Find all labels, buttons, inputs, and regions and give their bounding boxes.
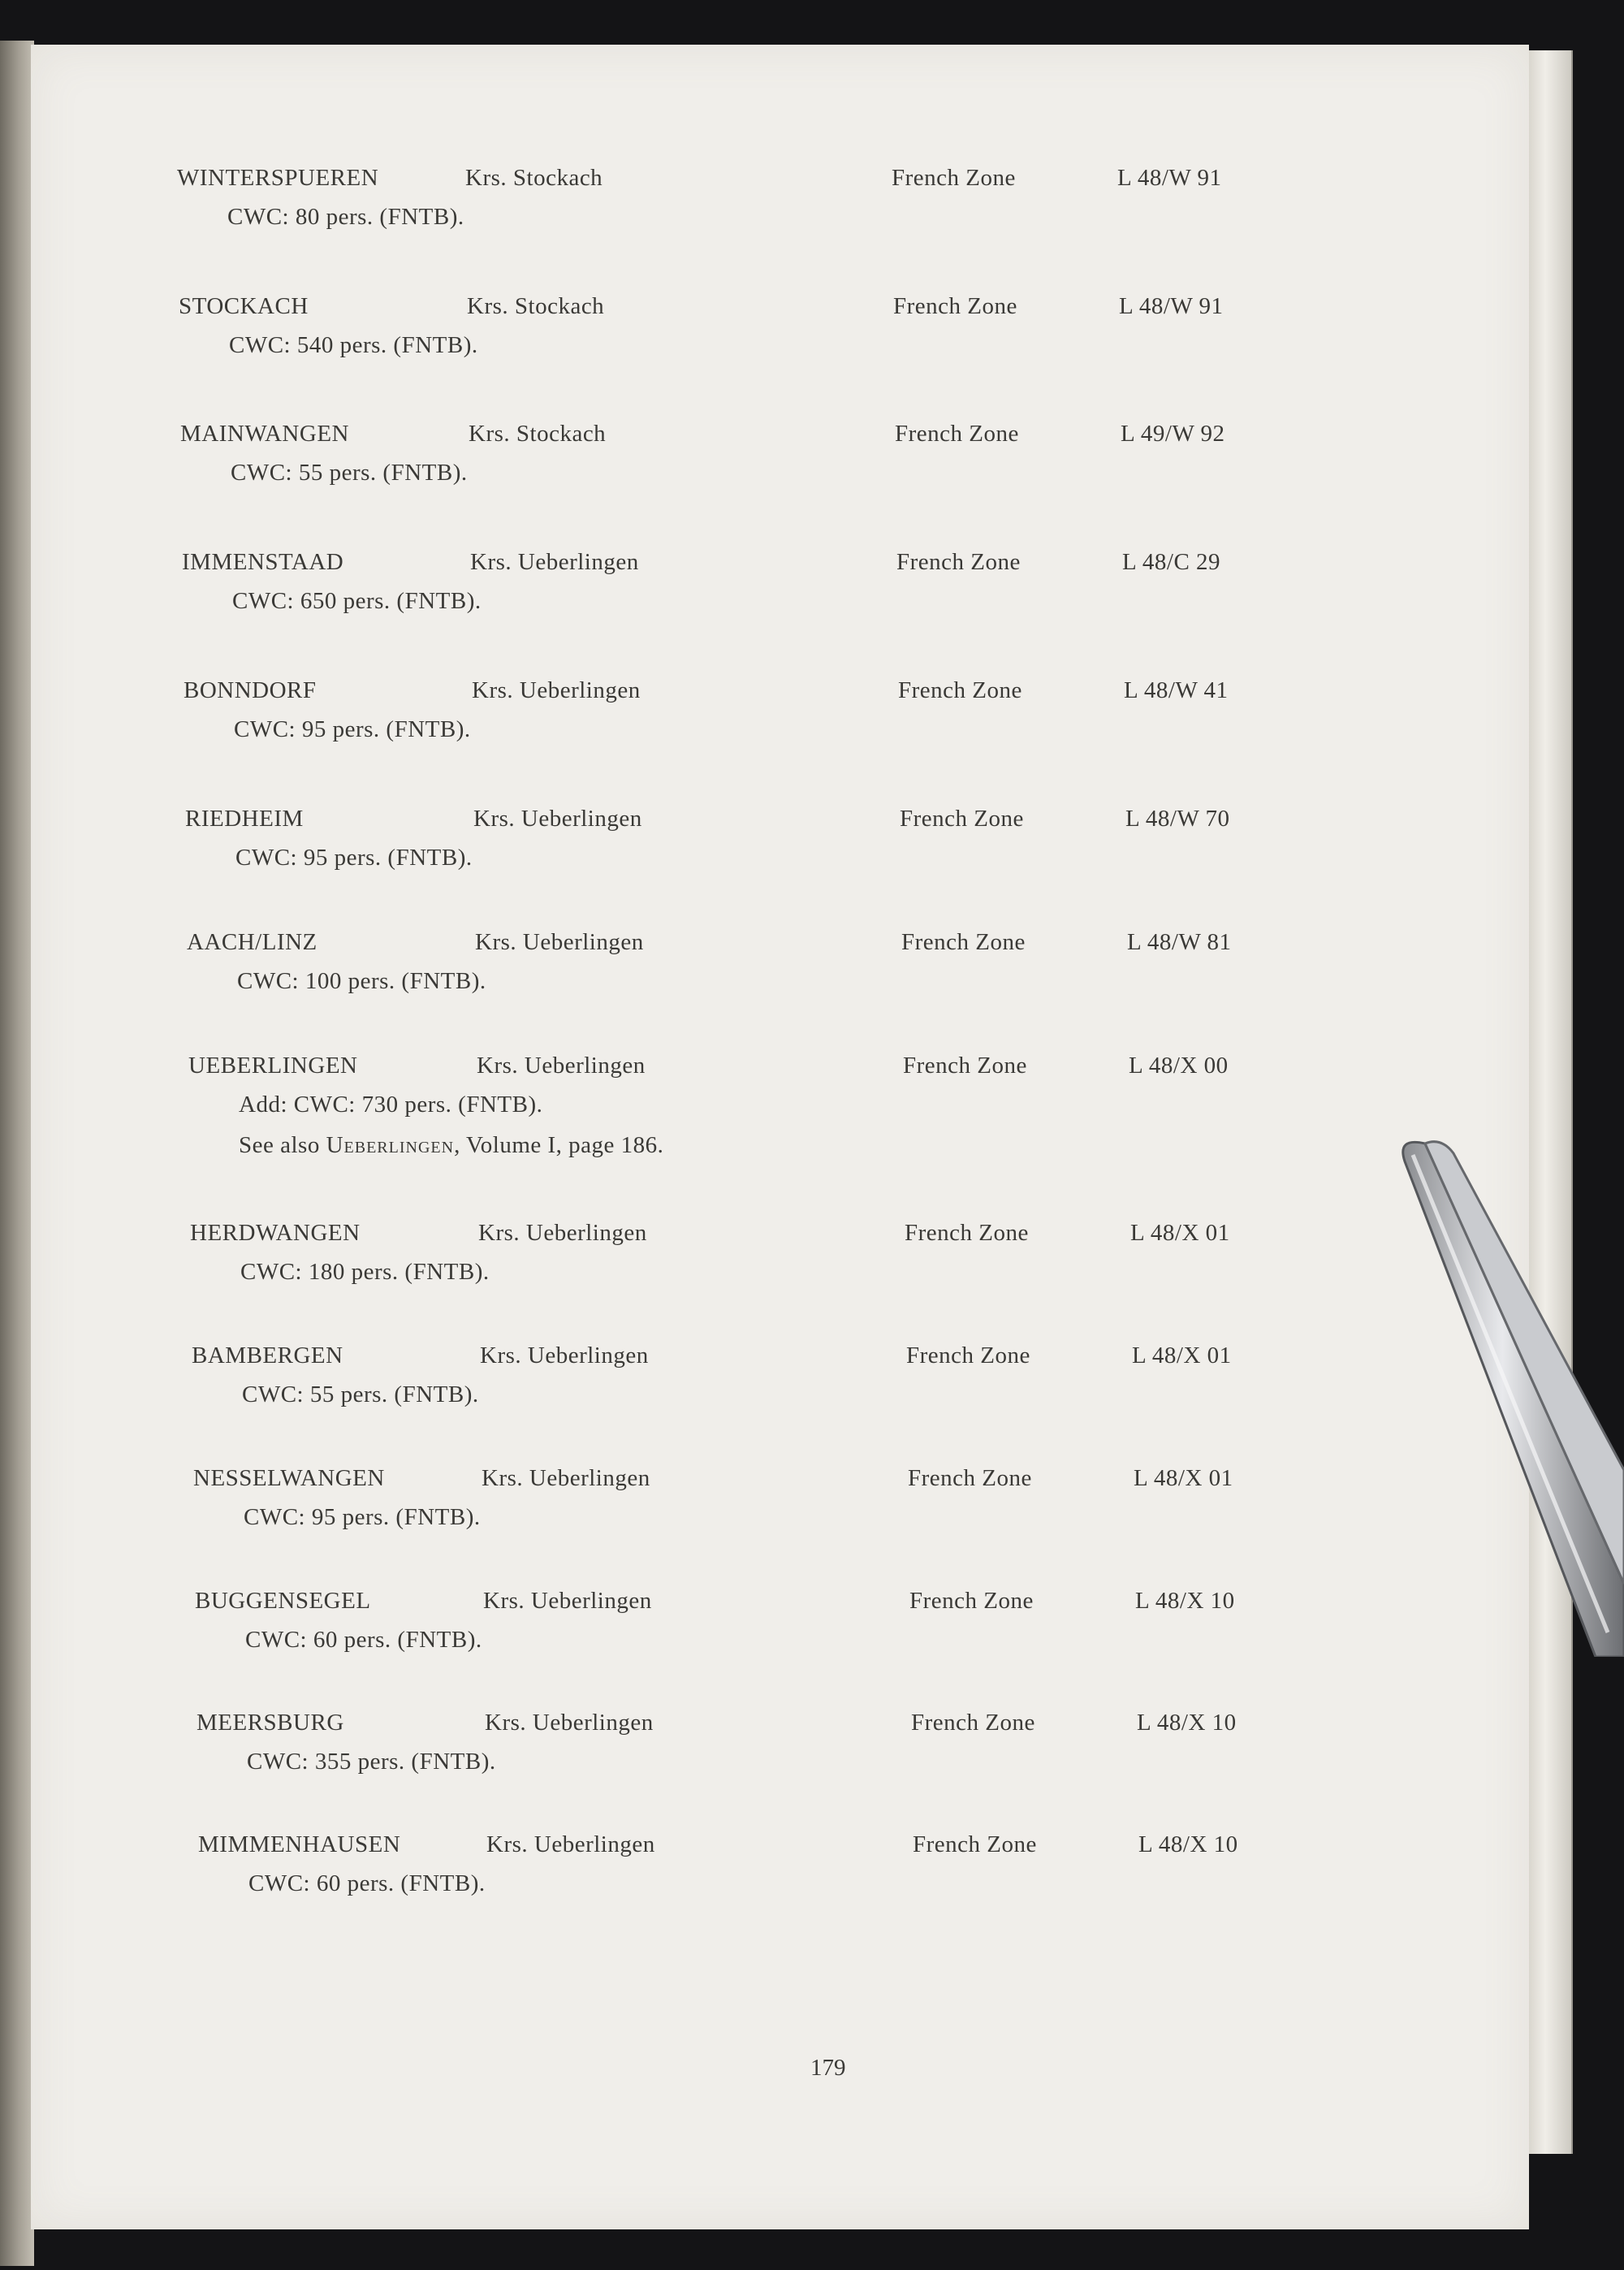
place-name: IMMENSTAAD (182, 549, 344, 575)
cwc-note: CWC: 55 pers. (FNTB). (231, 460, 468, 486)
map-reference: L 48/W 70 (1125, 806, 1230, 832)
zone: French Zone (903, 1053, 1027, 1079)
zone: French Zone (893, 293, 1017, 319)
district: Krs. Stockach (467, 293, 605, 319)
district: Krs. Ueberlingen (472, 677, 641, 703)
map-reference: L 48/X 10 (1135, 1588, 1235, 1614)
district: Krs. Ueberlingen (470, 549, 639, 575)
district: Krs. Ueberlingen (486, 1831, 655, 1857)
map-reference: L 48/W 81 (1127, 929, 1232, 955)
previous-page-edge (0, 41, 34, 2266)
tweezers-icon (1380, 1129, 1624, 1657)
cwc-note: CWC: 60 pers. (FNTB). (248, 1870, 486, 1896)
place-name: MEERSBURG (197, 1710, 344, 1736)
cwc-note: CWC: 95 pers. (FNTB). (235, 845, 473, 871)
zone: French Zone (900, 806, 1024, 832)
map-reference: L 48/X 00 (1129, 1053, 1229, 1079)
place-name: MAINWANGEN (180, 421, 349, 447)
document-page (31, 45, 1529, 2229)
place-name: WINTERSPUEREN (177, 165, 379, 191)
place-name: RIEDHEIM (185, 806, 304, 832)
zone: French Zone (906, 1343, 1030, 1368)
zone: French Zone (909, 1588, 1034, 1614)
zone: French Zone (905, 1220, 1029, 1246)
place-name: STOCKACH (179, 293, 309, 319)
cwc-note: CWC: 95 pers. (FNTB). (244, 1504, 481, 1530)
place-name: MIMMENHAUSEN (198, 1831, 401, 1857)
zone: French Zone (911, 1710, 1035, 1736)
map-reference: L 48/X 01 (1132, 1343, 1232, 1368)
place-name: HERDWANGEN (190, 1220, 361, 1246)
map-reference: L 48/W 91 (1119, 293, 1224, 319)
cwc-note: CWC: 540 pers. (FNTB). (229, 332, 478, 358)
place-name: AACH/LINZ (187, 929, 317, 955)
place-name: BUGGENSEGEL (195, 1588, 371, 1614)
place-name: BONNDORF (184, 677, 317, 703)
map-reference: L 48/X 10 (1138, 1831, 1238, 1857)
cwc-note: CWC: 95 pers. (FNTB). (234, 716, 471, 742)
cwc-note: Add: CWC: 730 pers. (FNTB). (239, 1092, 543, 1118)
map-reference: L 48/X 01 (1134, 1465, 1233, 1491)
zone: French Zone (908, 1465, 1032, 1491)
zone: French Zone (896, 549, 1021, 575)
see-also-note (239, 1132, 663, 1159)
district: Krs. Ueberlingen (477, 1053, 646, 1079)
zone: French Zone (901, 929, 1026, 955)
map-reference: L 48/C 29 (1122, 549, 1221, 575)
cwc-note: CWC: 100 pers. (FNTB). (237, 968, 486, 994)
cwc-note: CWC: 80 pers. (FNTB). (227, 204, 464, 230)
cwc-note: CWC: 355 pers. (FNTB). (247, 1749, 496, 1775)
district: Krs. Ueberlingen (485, 1710, 654, 1736)
place-name: NESSELWANGEN (193, 1465, 385, 1491)
cwc-note: CWC: 650 pers. (FNTB). (232, 588, 482, 614)
district: Krs. Stockach (469, 421, 607, 447)
map-reference: L 49/W 92 (1121, 421, 1225, 447)
cwc-note: CWC: 55 pers. (FNTB). (242, 1381, 479, 1407)
see-also-reference: Ueberlingen (326, 1132, 455, 1158)
zone: French Zone (892, 165, 1016, 191)
cwc-note: CWC: 180 pers. (FNTB). (240, 1259, 490, 1285)
map-reference: L 48/W 91 (1117, 165, 1222, 191)
map-reference: L 48/X 01 (1130, 1220, 1230, 1246)
district: Krs. Ueberlingen (473, 806, 642, 832)
see-also-suffix: , Volume I, page 186. (454, 1132, 664, 1158)
zone: French Zone (898, 677, 1022, 703)
district: Krs. Ueberlingen (480, 1343, 649, 1368)
zone: French Zone (895, 421, 1019, 447)
district: Krs. Stockach (465, 165, 603, 191)
map-reference: L 48/W 41 (1124, 677, 1229, 703)
place-name: BAMBERGEN (192, 1343, 343, 1368)
district: Krs. Ueberlingen (483, 1588, 652, 1614)
map-reference: L 48/X 10 (1137, 1710, 1237, 1736)
place-name: UEBERLINGEN (188, 1053, 358, 1079)
see-also-prefix: See also (239, 1132, 326, 1158)
district: Krs. Ueberlingen (475, 929, 644, 955)
district: Krs. Ueberlingen (482, 1465, 650, 1491)
cwc-note: CWC: 60 pers. (FNTB). (245, 1627, 482, 1653)
district: Krs. Ueberlingen (478, 1220, 647, 1246)
page-number: 179 (810, 2055, 846, 2081)
zone: French Zone (913, 1831, 1037, 1857)
